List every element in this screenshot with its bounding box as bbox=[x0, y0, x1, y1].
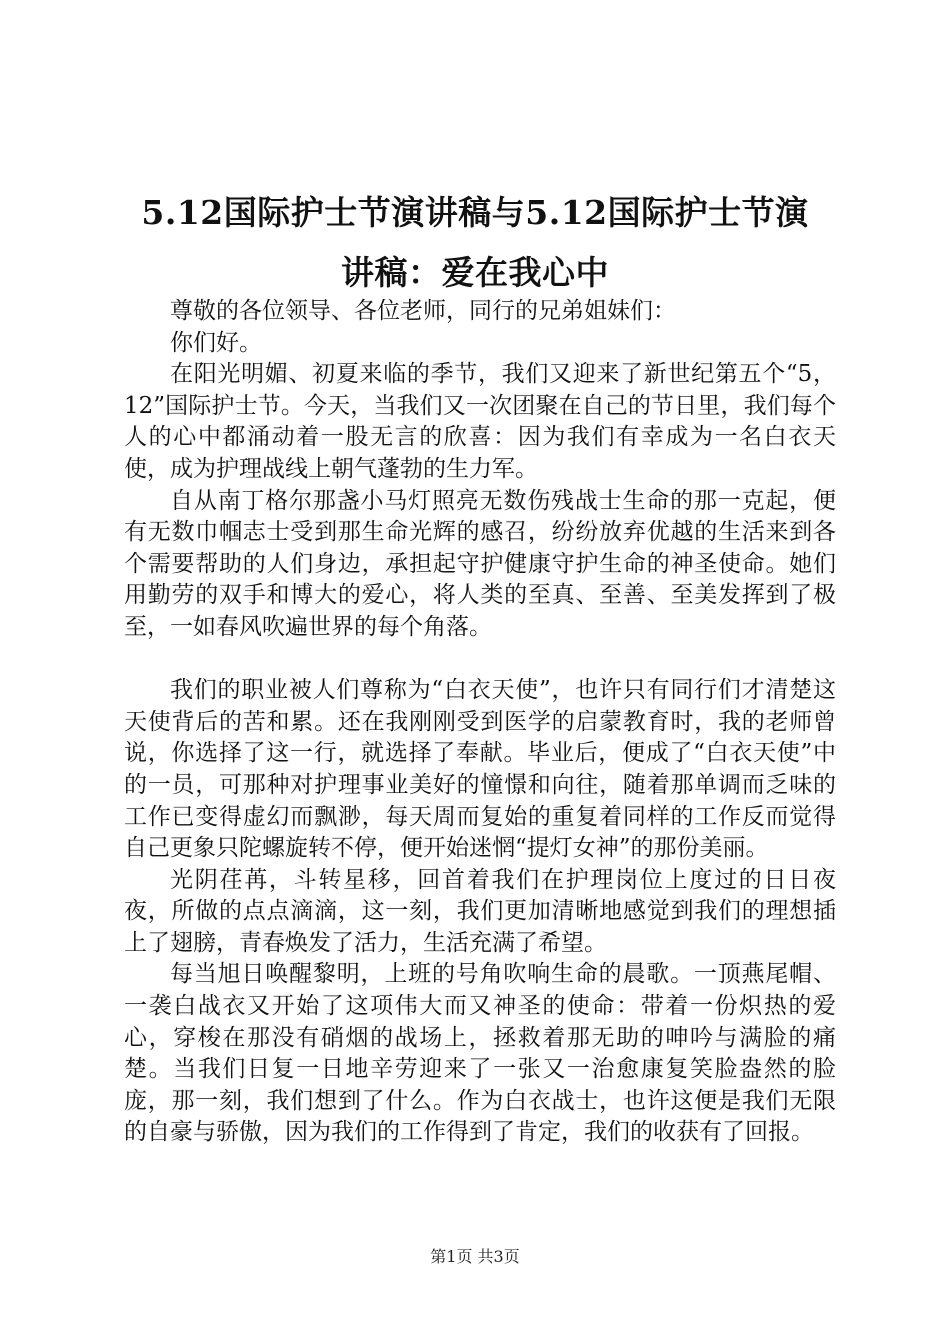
page-number: 第1页 共3页 bbox=[430, 1247, 520, 1266]
document-title bbox=[100, 183, 850, 303]
title-line-1: 5.12国际护士节演讲稿与5.12国际护士节演 bbox=[141, 193, 809, 232]
paragraph: 在阳光明媚、初夏来临的季节，我们又迎来了新世纪第五个“5，12”国际护士节。今天，当我们又一次团聚在自己的节日里，我们每个人的心中都涌动着一股无言的欣喜：因为我们有幸成为一名白衣天使，成为护理战线上朝气蓬勃的生力军。 bbox=[124, 361, 836, 482]
paragraph: 我们的职业被人们尊称为“白衣天使”，也许只有同行们才清楚这天使背后的苦和累。还在我刚刚受到医学的启蒙教育时，我的老师曾说，你选择了这一行，就选择了奉献。毕业后，便成了“白衣天使”中的一员，可那种对护理事业美好的憧憬和向往，随着那单调而乏味的工作已变得虚幻而飘渺，每天周而复始的重复着同样的工作反而觉得自己更象只陀螺旋转不停，便开始迷惘“提灯女神”的那份美丽。 bbox=[124, 677, 836, 862]
paragraph: 光阴荏苒，斗转星移，回首着我们在护理岗位上度过的日日夜夜，所做的点点滴滴，这一刻，我们更加清晰地感觉到我们的理想插上了翅膀，青春焕发了活力，生活充满了希望。 bbox=[124, 866, 836, 956]
greeting: 你们好。 bbox=[170, 329, 262, 356]
salutation: 尊敬的各位领导、各位老师，同行的兄弟姐妹们： bbox=[170, 298, 676, 324]
paragraph: 自从南丁格尔那盏小马灯照亮无数伤残战士生命的那一克起，便有无数巾帼志士受到那生命光辉的感召，纷纷放弃优越的生活来到各个需要帮助的人们身边，承担起守护健康守护生命的神圣使命。她们用勤劳的双手和博大的爱心，将人类的至真、至善、至美发挥到了极至，一如春风吹遍世界的每个角落。 bbox=[124, 487, 836, 640]
document-body bbox=[124, 296, 836, 1149]
paragraph: 每当旭日唤醒黎明，上班的号角吹响生命的晨歌。一顶燕尾帽、一袭白战衣又开始了这项伟大而又神圣的使命：带着一份炽热的爱心，穿梭在那没有硝烟的战场上，拯救着那无助的呻吟与满脸的痛楚。当我们日复一日地辛劳迎来了一张又一治愈康复笑脸盎然的脸庞，那一刻，我们想到了什么。作为白衣战士，也许这便是我们无限的自豪与骄傲，因为我们的工作得到了肯定，我们的收获有了回报。 bbox=[124, 961, 836, 1146]
title-line-2: 讲稿：爱在我心中 bbox=[341, 253, 609, 292]
